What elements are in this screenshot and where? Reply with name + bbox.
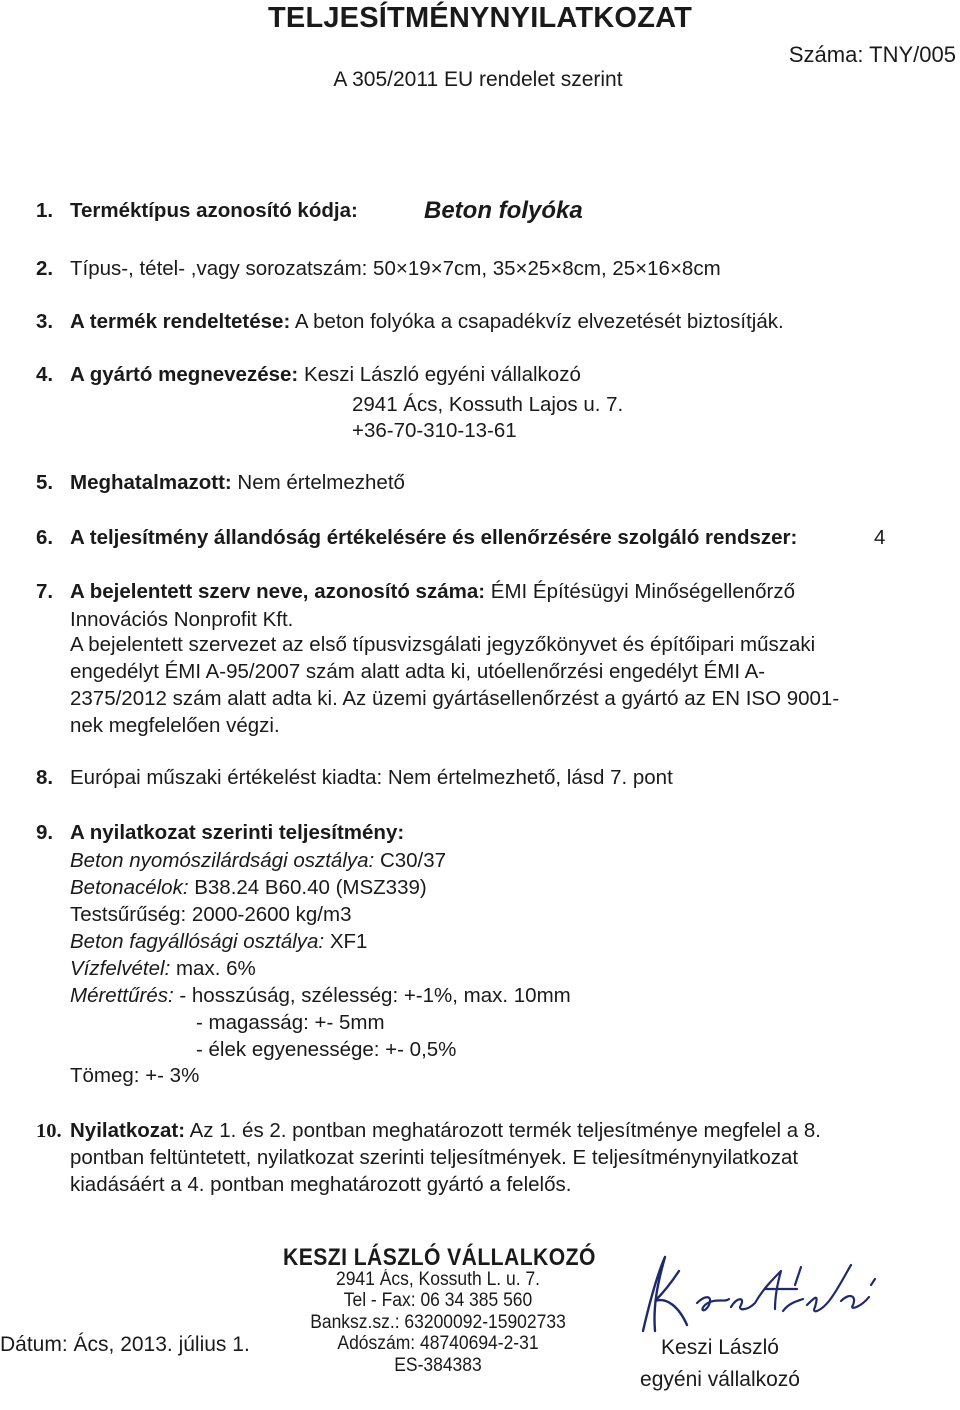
stamp-company: KESZI LÁSZLÓ VÁLLALKOZÓ — [283, 1244, 596, 1271]
item-label: A bejelentett szerv neve, azonosító száma: — [70, 580, 486, 603]
performance-density: Testsűrűség: 2000-2600 kg/m3 — [70, 903, 352, 926]
item-number: 5. — [36, 471, 54, 494]
item-10-line-3: kiadásáért a 4. pontban meghatározott gyártó a felelős. — [70, 1173, 572, 1196]
item-number: 9. — [36, 821, 54, 844]
item-label: Meghatalmazott: — [70, 471, 232, 494]
item-7-line-5: 2375/2012 szám alatt adta ki. Az üzemi gyártásellenőrzést a gyártó az EN ISO 9001- — [70, 687, 840, 710]
item-value: A beton folyóka a csapadékvíz elvezetését biztosítják. — [290, 310, 784, 333]
item-7-line-3: A bejelentett szervezet az első típusvizsgálati jegyzőkönyvet és építőipari műszaki — [70, 633, 816, 656]
document-number: Száma: TNY/005 — [788, 42, 956, 67]
item-number: 4. — [36, 363, 54, 386]
item-number: 8. — [36, 766, 54, 789]
manufacturer-phone: +36-70-310-13-61 — [352, 419, 517, 442]
row-value: max. 6% — [170, 957, 256, 980]
item-7-line-4: engedélyt ÉMI A-95/2007 szám alatt adta ki, utóellenőrzési engedélyt ÉMI A- — [70, 660, 766, 683]
row-key: Beton fagyállósági osztálya: — [70, 930, 325, 953]
stamp-tax-number: Adószám: 48740694-2-31 — [337, 1333, 539, 1354]
item-value: 4 — [874, 526, 886, 549]
item-7-line-6: nek megfelelően végzi. — [70, 714, 280, 737]
performance-tolerance — [70, 984, 571, 1008]
item-number: 6. — [36, 526, 54, 549]
stamp-bank-account: Banksz.sz.: 63200092-15902733 — [310, 1311, 566, 1333]
item-label: A termék rendeltetése: — [70, 310, 291, 333]
item-text: Típus-, tétel- ,vagy sorozatszám: 50×19×7cm, 35×25×8cm, 25×16×8cm — [70, 257, 721, 280]
row-key: Betonacélok: — [70, 876, 189, 899]
item-text: Európai műszaki értékelést kiadta: Nem értelmezhető, lásd 7. pont — [70, 766, 673, 789]
row-key: Vízfelvétel: — [70, 957, 171, 980]
stamp-registration: ES-384383 — [394, 1354, 482, 1376]
handwritten-signature — [605, 1245, 905, 1345]
company-stamp — [283, 1244, 596, 1376]
stamp-phone: Tel - Fax: 06 34 385 560 — [343, 1290, 533, 1311]
row-value: B38.24 B60.40 (MSZ339) — [188, 876, 427, 899]
item-5 — [36, 471, 405, 495]
performance-weight: Tömeg: +- 3% — [70, 1064, 200, 1087]
item-value: Keszi László egyéni vállalkozó — [298, 363, 581, 386]
performance-steel — [70, 876, 427, 900]
item-2 — [36, 257, 721, 281]
product-code: Beton folyóka — [424, 197, 583, 224]
stamp-address: 2941 Ács, Kossuth L. u. 7. — [335, 1268, 541, 1290]
document-title: TELJESÍTMÉNYNYILATKOZAT — [267, 2, 693, 34]
performance-compressive-class — [70, 849, 446, 873]
performance-water-absorption — [70, 957, 256, 981]
row-value: C30/37 — [374, 849, 447, 872]
row-value: XF1 — [324, 930, 368, 953]
item-value: ÉMI Építésügyi Minőségellenőrző — [485, 580, 796, 603]
item-number: 7. — [36, 580, 54, 603]
row-key: Beton nyomószilárdsági osztálya: — [70, 849, 375, 872]
item-6 — [36, 526, 886, 550]
performance-frost-class — [70, 930, 367, 954]
document-subtitle: A 305/2011 EU rendelet szerint — [333, 68, 623, 91]
item-value: Az 1. és 2. pontban meghatározott termék teljesítménye megfelel a 8. — [185, 1119, 821, 1142]
item-1 — [36, 197, 583, 224]
signer-name: Keszi László — [661, 1336, 779, 1359]
item-number: 3. — [36, 310, 54, 333]
row-value: - hosszúság, szélesség: +-1%, max. 10mm — [173, 984, 571, 1007]
item-number: 2. — [36, 257, 54, 280]
row-key: Mérettűrés: — [70, 984, 174, 1007]
item-9 — [36, 821, 404, 845]
item-label: A gyártó megnevezése: — [70, 363, 299, 386]
declaration-date: Dátum: Ács, 2013. július 1. — [0, 1333, 250, 1356]
item-label: Nyilatkozat: — [70, 1119, 186, 1142]
manufacturer-address: 2941 Ács, Kossuth Lajos u. 7. — [352, 393, 624, 416]
item-number: 10. — [36, 1120, 62, 1142]
item-10 — [36, 1119, 821, 1143]
item-number: 1. — [36, 199, 54, 222]
item-8 — [36, 766, 673, 790]
item-3 — [36, 310, 784, 334]
item-label: A nyilatkozat szerinti teljesítmény: — [70, 821, 405, 844]
item-4 — [36, 363, 581, 387]
item-value: Nem értelmezhető — [231, 471, 405, 494]
performance-tolerance-edges: - élek egyenessége: +- 0,5% — [196, 1038, 457, 1061]
item-7 — [36, 580, 795, 604]
item-label: Terméktípus azonosító kódja: — [70, 199, 358, 222]
performance-tolerance-height: - magasság: +- 5mm — [196, 1011, 385, 1034]
item-label: A teljesítmény állandóság értékelésére és ellenőrzésére szolgáló rendszer: — [70, 526, 798, 549]
signer-title: egyéni vállalkozó — [640, 1368, 800, 1391]
item-10-line-2: pontban feltüntetett, nyilatkozat szerinti teljesítmények. E teljesítménynyilatkozat — [70, 1146, 799, 1169]
item-7-line-2: Innovációs Nonprofit Kft. — [70, 608, 294, 631]
signer-block — [595, 1332, 845, 1396]
